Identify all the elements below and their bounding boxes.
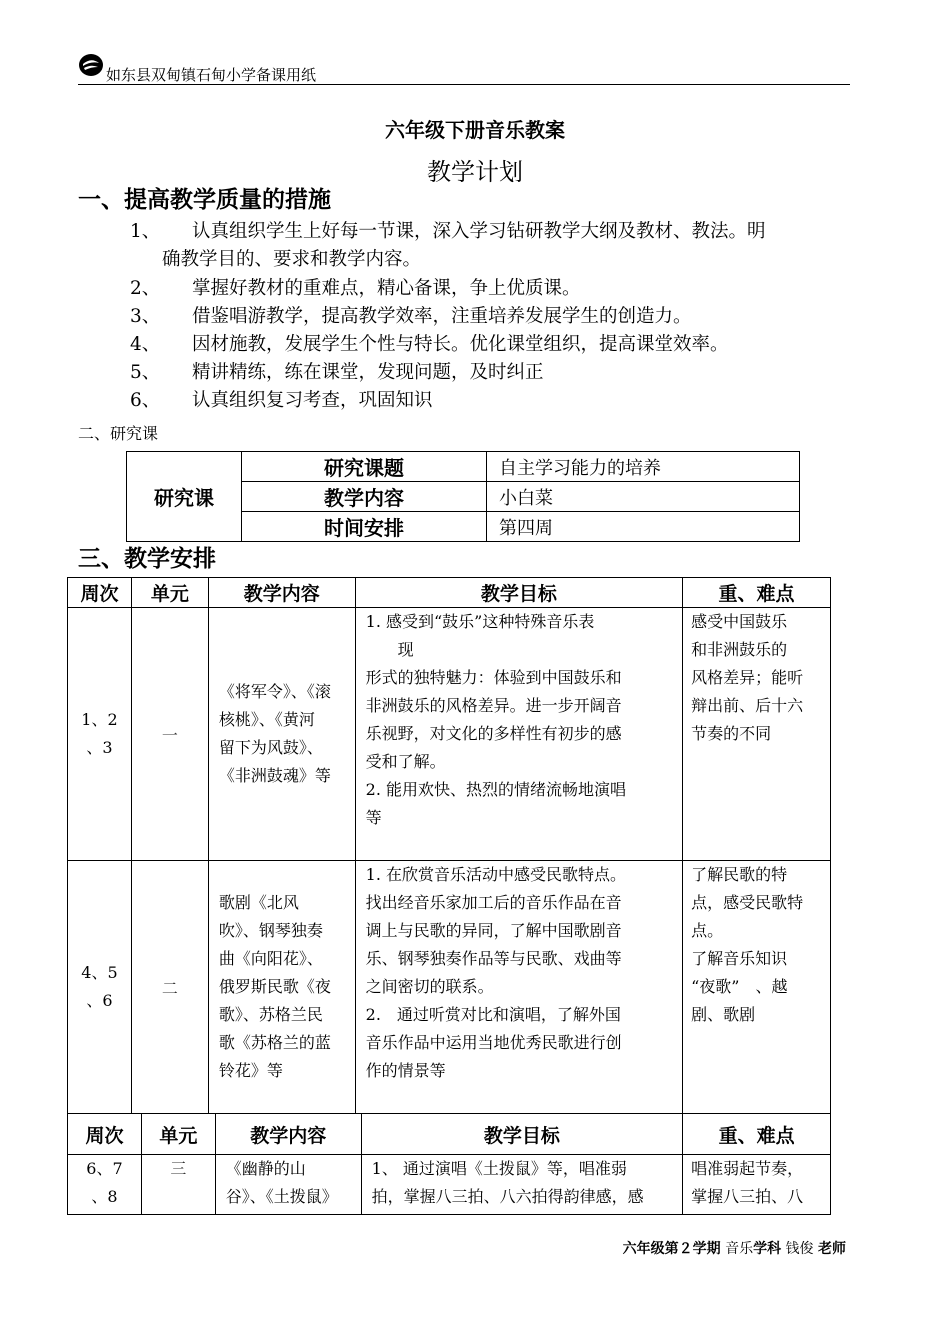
measure-text-cont: 确教学目的、要求和教学内容。 xyxy=(162,249,422,270)
footer-grade-term: 六年级第２学期 xyxy=(622,1241,721,1257)
research-field-label: 研究课题 xyxy=(242,452,487,482)
key-line: 和非洲鼓乐的 xyxy=(691,640,788,659)
content-line: 谷》、《土拨鼠》 xyxy=(225,1187,338,1206)
research-field-value: 小白菜 xyxy=(487,482,800,512)
measure-number: 6、 xyxy=(130,390,161,411)
goal-line: 作的情景等 xyxy=(365,1061,446,1080)
table-header-row xyxy=(68,578,831,608)
research-field-value: 第四周 xyxy=(487,512,800,542)
goals-cell xyxy=(355,608,682,861)
week-line: 、3 xyxy=(86,738,113,757)
key-line: 感受中国鼓乐 xyxy=(691,612,788,631)
key-line: 了解音乐知识 xyxy=(691,949,788,968)
section1-heading: 一、提高教学质量的措施 xyxy=(78,187,331,213)
goal-line: 1、 通过演唱《土拨鼠》等，唱准弱 xyxy=(371,1159,627,1178)
footer-teacher: 钱俊 xyxy=(785,1241,814,1257)
content-line: 曲《向阳花》、 xyxy=(218,949,323,968)
content-line: 留下为风鼓》、 xyxy=(218,738,323,757)
table-row xyxy=(68,1155,831,1215)
content-line: 《非洲鼓魂》等 xyxy=(218,766,331,785)
measure-number: 4、 xyxy=(130,334,161,355)
week-line: 4、5 xyxy=(81,963,118,982)
goal-line: 调上与民歌的异同，了解中国歌剧音 xyxy=(365,921,622,940)
measure-text: 精讲精练，练在课堂，发现问题，及时纠正 xyxy=(192,362,544,383)
week-cell xyxy=(68,1155,142,1215)
table-row xyxy=(68,861,831,1114)
goal-line: 2. 通过听赏对比和演唱，了解外国 xyxy=(365,1005,621,1024)
goal-line: 受和了解。 xyxy=(365,752,446,771)
header-rule xyxy=(78,84,850,85)
goal-line: 1. 在欣赏音乐活动中感受民歌特点。 xyxy=(365,865,626,884)
header-goals: 教学目标 xyxy=(361,1114,683,1155)
footer-subject: 音乐 xyxy=(725,1241,754,1257)
week-line: 、8 xyxy=(91,1187,118,1206)
research-field-label: 教学内容 xyxy=(242,482,487,512)
key-line: 掌握八三拍、八 xyxy=(691,1187,804,1206)
measure-number: 3、 xyxy=(130,306,161,327)
content-line: 铃花》等 xyxy=(218,1061,283,1080)
week-cell xyxy=(68,861,132,1114)
goal-line: 乐视野，对文化的多样性有初步的感 xyxy=(365,724,622,743)
research-field-label: 时间安排 xyxy=(242,512,487,542)
week-line: 1、2 xyxy=(81,710,118,729)
week-line: 6、7 xyxy=(86,1159,123,1178)
content-line: 吹》、钢琴独奏 xyxy=(218,921,323,940)
key-line: 剧、歌剧 xyxy=(691,1005,756,1024)
keypoints-cell xyxy=(683,861,831,1114)
key-line: 辩出前、后十六 xyxy=(691,696,804,715)
school-name: 如东县双甸镇石甸小学备课用纸 xyxy=(106,66,317,84)
header-content: 教学内容 xyxy=(208,578,355,608)
key-line: 点。 xyxy=(691,921,724,940)
table-row xyxy=(127,452,800,482)
goal-line: 找出经音乐家加工后的音乐作品在音 xyxy=(365,893,622,912)
measure-text: 认真组织复习考查，巩固知识 xyxy=(192,390,433,411)
measure-number: 1、 xyxy=(130,221,161,242)
week-cell xyxy=(68,608,132,861)
header-unit: 单元 xyxy=(141,1114,215,1155)
content-cell xyxy=(215,1155,361,1215)
research-row-label: 研究课 xyxy=(127,452,242,542)
content-line: 歌剧《北风 xyxy=(218,893,299,912)
header-unit: 单元 xyxy=(131,578,208,608)
goal-line: 1. 感受到“鼓乐”这种特殊音乐表 xyxy=(365,612,595,631)
header-goals: 教学目标 xyxy=(355,578,682,608)
content-line: 歌》、苏格兰民 xyxy=(218,1005,323,1024)
measure-text: 借鉴唱游教学，提高教学效率，注重培养发展学生的创造力。 xyxy=(192,306,692,327)
content-line: 歌《苏格兰的蓝 xyxy=(218,1033,331,1052)
unit-cell: 三 xyxy=(141,1155,215,1215)
content-cell xyxy=(208,608,355,861)
key-line: 点，感受民歌特 xyxy=(691,893,804,912)
schedule-table xyxy=(67,577,831,1114)
key-line: 节奏的不同 xyxy=(691,724,772,743)
header-keypoints: 重、难点 xyxy=(683,1114,831,1155)
content-line: 《将军令》、《滚 xyxy=(218,682,331,701)
keypoints-cell xyxy=(683,1155,831,1215)
research-field-value: 自主学习能力的培养 xyxy=(487,452,800,482)
footer-subject-suffix: 学科 xyxy=(753,1241,782,1257)
week-line: 、6 xyxy=(86,991,113,1010)
measure-number: 5、 xyxy=(130,362,161,383)
key-line: 了解民歌的特 xyxy=(691,865,788,884)
goal-line: 2. 能用欢快、热烈的情绪流畅地演唱 xyxy=(365,780,626,799)
goal-line: 形式的独特魅力：体验到中国鼓乐和 xyxy=(365,668,622,687)
measure-text: 认真组织学生上好每一节课，深入学习钻研教学大纲及教材、教法。明 xyxy=(192,221,766,242)
page-footer xyxy=(623,1238,846,1258)
header-week: 周次 xyxy=(68,578,132,608)
goals-cell xyxy=(355,861,682,1114)
schedule-table-continued xyxy=(67,1113,831,1215)
footer-role: 老师 xyxy=(818,1241,846,1257)
goal-line: 乐、钢琴独奏作品等与民歌、戏曲等 xyxy=(365,949,622,968)
content-line: 俄罗斯民歌《夜 xyxy=(218,977,331,996)
key-line: 唱准弱起节奏， xyxy=(691,1159,804,1178)
measure-text: 掌握好教材的重难点，精心备课，争上优质课。 xyxy=(192,278,581,299)
document-title: 六年级下册音乐教案 xyxy=(385,118,565,142)
goal-line: 非洲鼓乐的风格差异。进一步开阔音 xyxy=(365,696,622,715)
unit-cell: 二 xyxy=(131,861,208,1114)
header-keypoints: 重、难点 xyxy=(683,578,831,608)
measure-text: 因材施教，发展学生个性与特长。优化课堂组织，提高课堂效率。 xyxy=(192,334,729,355)
content-cell xyxy=(208,861,355,1114)
key-line: “夜歌” 、越 xyxy=(691,977,788,996)
header-week: 周次 xyxy=(68,1114,142,1155)
content-line: 核桃》、《黄河 xyxy=(218,710,315,729)
section2-heading: 二、研究课 xyxy=(78,424,159,443)
section3-heading: 三、教学安排 xyxy=(78,546,216,572)
measure-number: 2、 xyxy=(130,278,161,299)
content-line: 《幽静的山 xyxy=(225,1159,306,1178)
goals-cell xyxy=(361,1155,683,1215)
header-content: 教学内容 xyxy=(215,1114,361,1155)
keypoints-cell xyxy=(683,608,831,861)
table-row xyxy=(68,608,831,861)
table-header-row xyxy=(68,1114,831,1155)
goal-line: 音乐作品中运用当地优秀民歌进行创 xyxy=(365,1033,622,1052)
key-line: 风格差异；能听 xyxy=(691,668,804,687)
school-logo xyxy=(78,53,104,77)
goal-line: 现 xyxy=(365,640,414,659)
unit-cell: 一 xyxy=(131,608,208,861)
goal-line: 之间密切的联系。 xyxy=(365,977,494,996)
goal-line: 等 xyxy=(365,808,382,827)
goal-line: 拍，掌握八三拍、八六拍得韵律感，感 xyxy=(371,1187,644,1206)
document-subtitle: 教学计划 xyxy=(427,158,523,186)
research-table xyxy=(126,451,800,542)
